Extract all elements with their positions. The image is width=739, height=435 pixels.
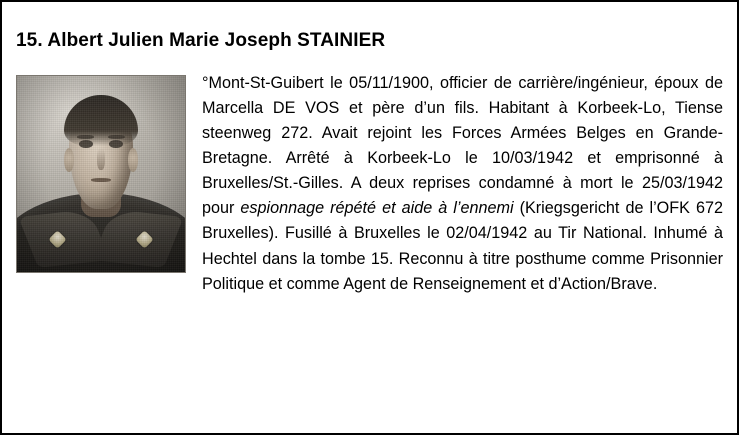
photo-vignette xyxy=(17,76,185,272)
document-content xyxy=(16,12,723,425)
page-title: 15. Albert Julien Marie Joseph STAINIER xyxy=(16,30,386,51)
biography-segment-1: °Mont-St-Guibert le 05/11/1900, officier de carrière/ingénieur, époux de Marcella DE VOS et père d’un fils. Habitant à Korbeek-Lo, Tiense steenweg 272. Avait rejoint les Forces Armées Belges en Grande-Bretagne. Arrêté à Korbeek-Lo le 10/03/1942 et emprisonné à Bruxelles/St.-Gilles. A deux reprises condamné à mort le 25/03/1942 pour xyxy=(202,73,723,218)
biography-block xyxy=(16,71,723,297)
biography-segment-2-italic: espionnage répété et aide à l’ennemi xyxy=(240,199,514,218)
portrait-photo xyxy=(16,75,186,273)
biography-segment-3: (Kriegsgericht de l’OFK 672 Bruxelles). Fusillé à Bruxelles le 02/04/1942 au Tir National. Inhumé à Hechtel dans la tombe 15. Reconnu à titre posthume comme Prisonnier Politique et comme Agent de Renseignement et d’Action/Brave. xyxy=(202,199,723,293)
